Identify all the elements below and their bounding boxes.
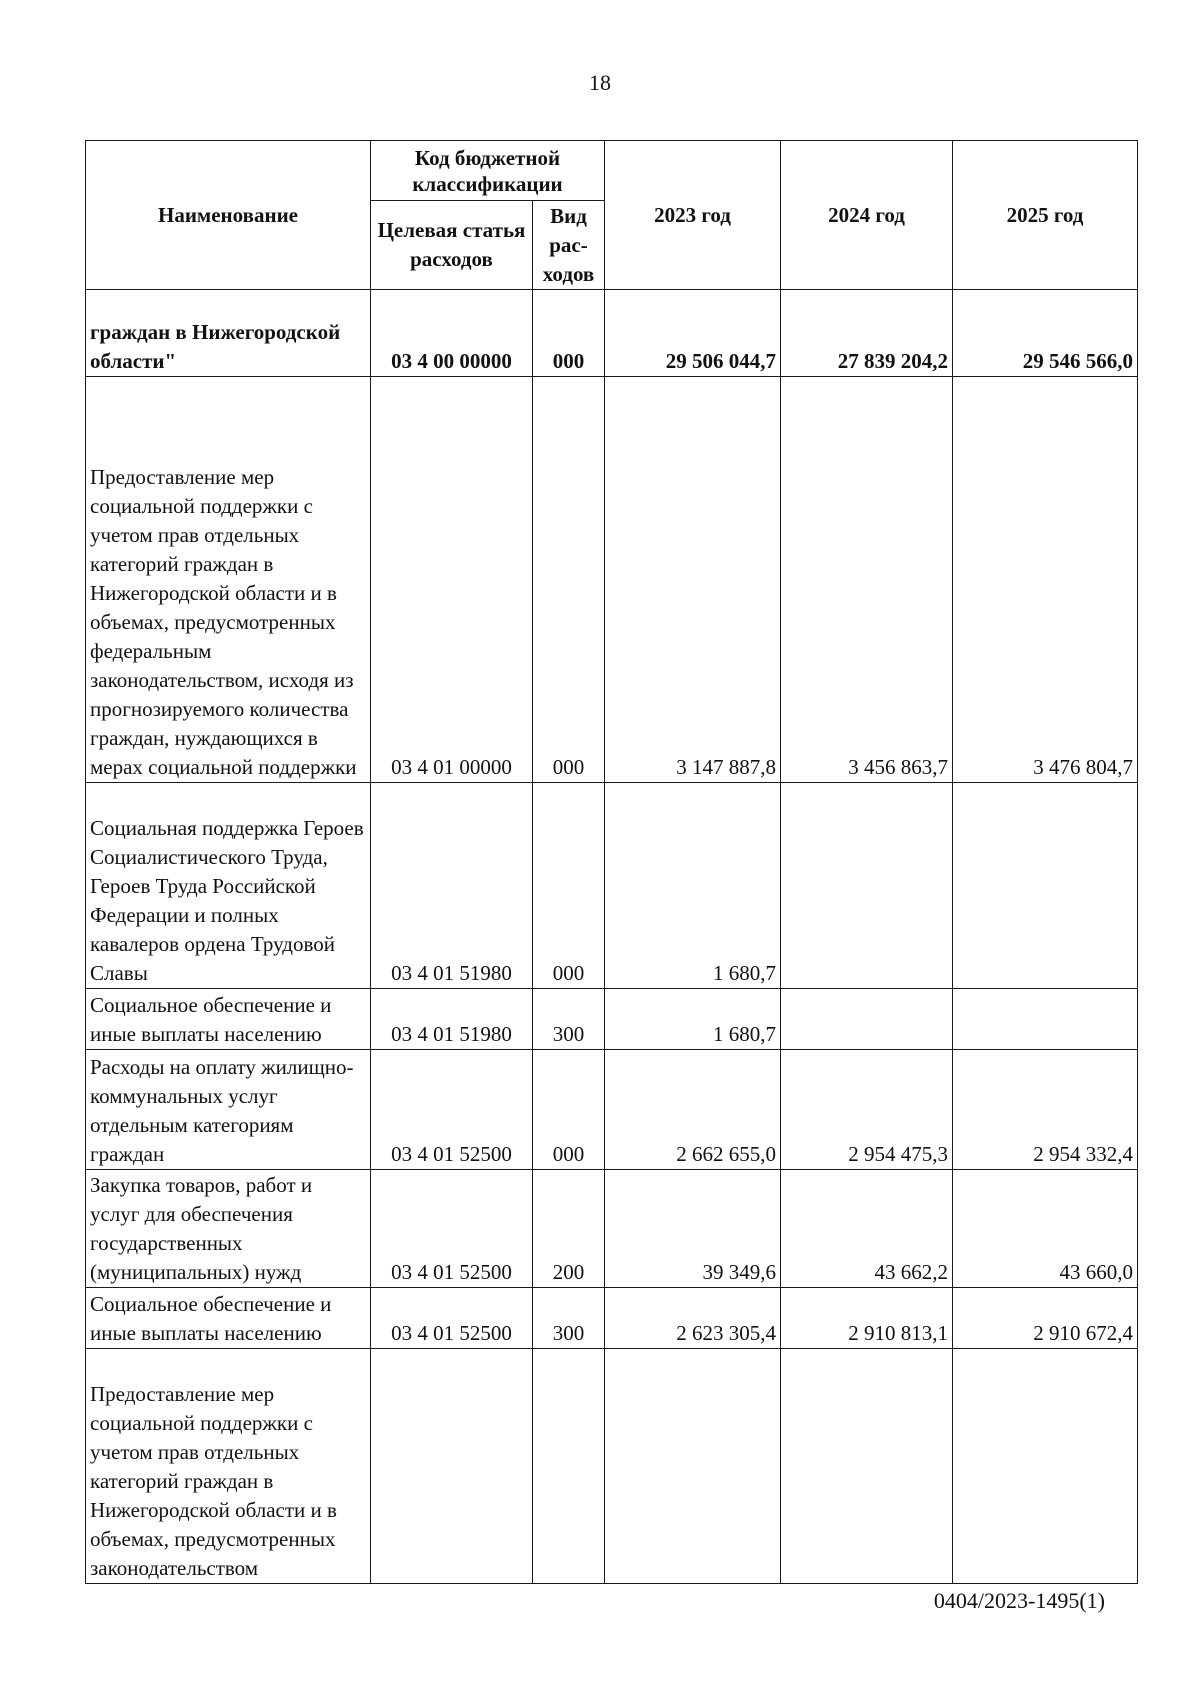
row-value-2025: 2 910 672,4 xyxy=(953,1288,1138,1349)
row-value-2023: 1 680,7 xyxy=(605,783,781,989)
row-expense-kind: 000 xyxy=(533,290,605,377)
row-value-2025: 29 546 566,0 xyxy=(953,290,1138,377)
row-target-article: 03 4 01 52500 xyxy=(371,1288,533,1349)
row-expense-kind: 200 xyxy=(533,1170,605,1288)
row-name: Закупка товаров, работ и услуг для обеспечения государственных (муниципальных) нужд xyxy=(86,1170,371,1288)
page-number: 18 xyxy=(589,70,611,95)
row-target-article: 03 4 01 00000 xyxy=(371,377,533,783)
row-value-2024: 2 954 475,3 xyxy=(781,1050,953,1170)
row-value-2023: 1 680,7 xyxy=(605,989,781,1050)
header-year-2025: 2025 год xyxy=(953,141,1138,290)
document-code: 0404/2023-1495(1) xyxy=(933,1588,1105,1613)
header-year-2023: 2023 год xyxy=(605,141,781,290)
row-expense-kind: 000 xyxy=(533,783,605,989)
row-value-2025: 43 660,0 xyxy=(953,1170,1138,1288)
row-value-2023: 29 506 044,7 xyxy=(605,290,781,377)
table-row xyxy=(86,1349,1138,1584)
table-row xyxy=(86,1288,1138,1349)
row-target-article: 03 4 01 51980 xyxy=(371,783,533,989)
row-name: Социальное обеспечение и иные выплаты населению xyxy=(86,1288,371,1349)
table-header xyxy=(86,141,1138,290)
row-name: Расходы на оплату жилищно-коммунальных услуг отдельным категориям граждан xyxy=(86,1050,371,1170)
table-row xyxy=(86,1170,1138,1288)
header-budget-code: Код бюджетной классификации xyxy=(371,141,605,201)
row-name: Социальное обеспечение и иные выплаты населению xyxy=(86,989,371,1050)
table-row xyxy=(86,989,1138,1050)
table-row xyxy=(86,377,1138,783)
row-expense-kind: 000 xyxy=(533,377,605,783)
header-year-2024: 2024 год xyxy=(781,141,953,290)
row-value-2023: 3 147 887,8 xyxy=(605,377,781,783)
row-expense-kind: 000 xyxy=(533,1050,605,1170)
row-value-2023: 2 623 305,4 xyxy=(605,1288,781,1349)
row-value-2024: 3 456 863,7 xyxy=(781,377,953,783)
row-value-2023: 2 662 655,0 xyxy=(605,1050,781,1170)
header-target-article: Целевая статья расходов xyxy=(371,201,533,290)
row-value-2024 xyxy=(781,783,953,989)
row-expense-kind: 300 xyxy=(533,989,605,1050)
row-name: Социальная поддержка Героев Социалистического Труда, Героев Труда Российской Федерации и полных кавалеров ордена Трудовой Славы xyxy=(86,783,371,989)
budget-table xyxy=(85,140,1138,1584)
row-value-2024: 43 662,2 xyxy=(781,1170,953,1288)
row-value-2025: 3 476 804,7 xyxy=(953,377,1138,783)
row-name: Предоставление мер социальной поддержки с учетом прав отдельных категорий граждан в Нижегородской области и в объемах, предусмотренных законодательством xyxy=(86,1349,371,1584)
row-value-2024: 27 839 204,2 xyxy=(781,290,953,377)
row-target-article xyxy=(371,1349,533,1584)
row-target-article: 03 4 01 52500 xyxy=(371,1170,533,1288)
row-value-2024: 2 910 813,1 xyxy=(781,1288,953,1349)
row-target-article: 03 4 00 00000 xyxy=(371,290,533,377)
row-name: Предоставление мер социальной поддержки с учетом прав отдельных категорий граждан в Нижегородской области и в объемах, предусмотренных федеральным законодательством, исходя из прогнозируемого количества граждан, нуждающихся в мерах социальной поддержки xyxy=(86,377,371,783)
row-value-2025 xyxy=(953,783,1138,989)
row-value-2024 xyxy=(781,989,953,1050)
table-row xyxy=(86,783,1138,989)
table-row xyxy=(86,1050,1138,1170)
row-expense-kind xyxy=(533,1349,605,1584)
header-name: Наименование xyxy=(86,141,371,290)
row-expense-kind: 300 xyxy=(533,1288,605,1349)
table-row xyxy=(86,290,1138,377)
row-value-2024 xyxy=(781,1349,953,1584)
row-value-2023 xyxy=(605,1349,781,1584)
header-expense-kind: Вид рас-ходов xyxy=(533,201,605,290)
row-value-2025 xyxy=(953,1349,1138,1584)
row-name: граждан в Нижегородской области" xyxy=(86,290,371,377)
row-target-article: 03 4 01 51980 xyxy=(371,989,533,1050)
row-value-2023: 39 349,6 xyxy=(605,1170,781,1288)
row-target-article: 03 4 01 52500 xyxy=(371,1050,533,1170)
row-value-2025: 2 954 332,4 xyxy=(953,1050,1138,1170)
row-value-2025 xyxy=(953,989,1138,1050)
